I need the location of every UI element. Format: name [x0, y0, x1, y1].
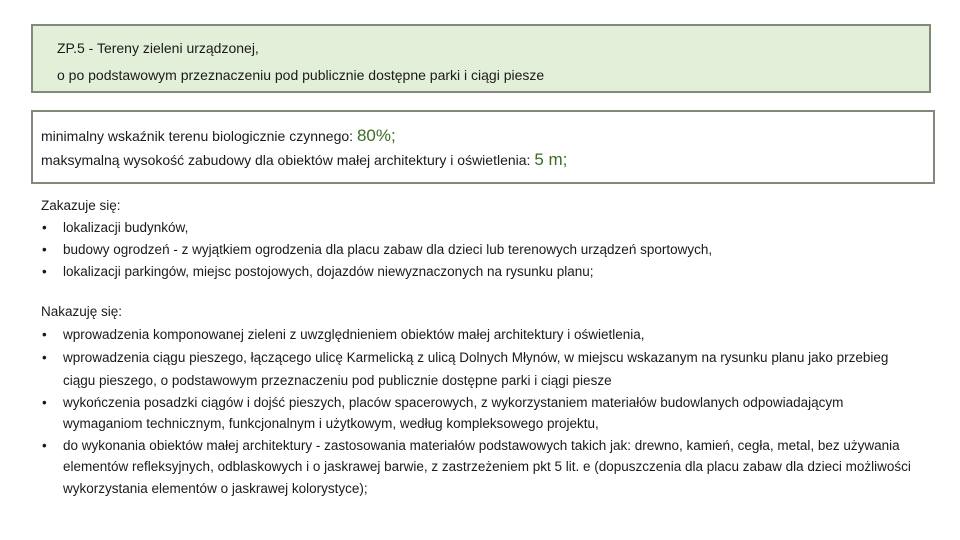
list-item: • lokalizacji budynków, — [41, 217, 921, 239]
list-item: • budowy ogrodzeń - z wyjątkiem ogrodzenia dla placu zabaw dla dzieci lub terenowych urządzeń sportowych, — [41, 239, 921, 261]
prohibitions-list — [41, 217, 921, 283]
zone-header-box — [31, 24, 931, 93]
max-height-indicator — [41, 150, 567, 170]
bio-active-indicator — [41, 126, 396, 146]
bio-active-value: 80%; — [356, 126, 396, 145]
max-height-value: 5 m; — [534, 150, 568, 169]
orders-section — [41, 301, 921, 499]
list-item: • wprowadzenia komponowanej zieleni z uwzględnieniem obiektów małej architektury i oświetlenia, — [41, 323, 921, 346]
orders-list — [41, 323, 921, 500]
bio-active-label: minimalny wskaźnik terenu biologicznie czynnego: — [41, 128, 357, 144]
prohibitions-heading: Zakazuje się: — [41, 198, 121, 213]
prohibitions-section — [41, 195, 921, 283]
orders-heading: Nakazuję się: — [41, 304, 123, 319]
indicators-box — [31, 110, 935, 184]
zone-title: ZP.5 - Tereny zieleni urządzonej, — [57, 40, 259, 56]
zone-subtitle: o po podstawowym przeznaczeniu pod publicznie dostępne parki i ciągi piesze — [57, 67, 545, 83]
list-item: • do wykonania obiektów małej architektury - zastosowania materiałów podstawowych takich jak: drewno, kamień, cegła, metal, bez używania elementów refleksyjnych, odblaskowych i o jaskrawej barwie, z zastrzeżeniem pkt 5 lit. e (dopuszczenia dla placu zabaw dla dzieci możliwości wykorzystania elementów o jaskrawej kolorystyce); — [41, 435, 921, 500]
max-height-label: maksymalną wysokość zabudowy dla obiektów małej architektury i oświetlenia: — [41, 152, 535, 168]
list-item: • wprowadzenia ciągu pieszego, łączącego ulicę Karmelicką z ulicą Dolnych Młynów, w miejscu wskazanym na rysunku planu jako przebieg ciągu pieszego, o podstawowym przeznaczeniu pod publicznie dostępne parki i ciągi piesze — [41, 346, 921, 392]
list-item: • lokalizacji parkingów, miejsc postojowych, dojazdów niewyznaczonych na rysunku planu; — [41, 261, 921, 283]
list-item: • wykończenia posadzki ciągów i dojść pieszych, placów spacerowych, z wykorzystaniem materiałów budowlanych odpowiadającym wymaganiom technicznym, funkcjonalnym i użytkowym, według kompleksowego projektu, — [41, 392, 921, 435]
